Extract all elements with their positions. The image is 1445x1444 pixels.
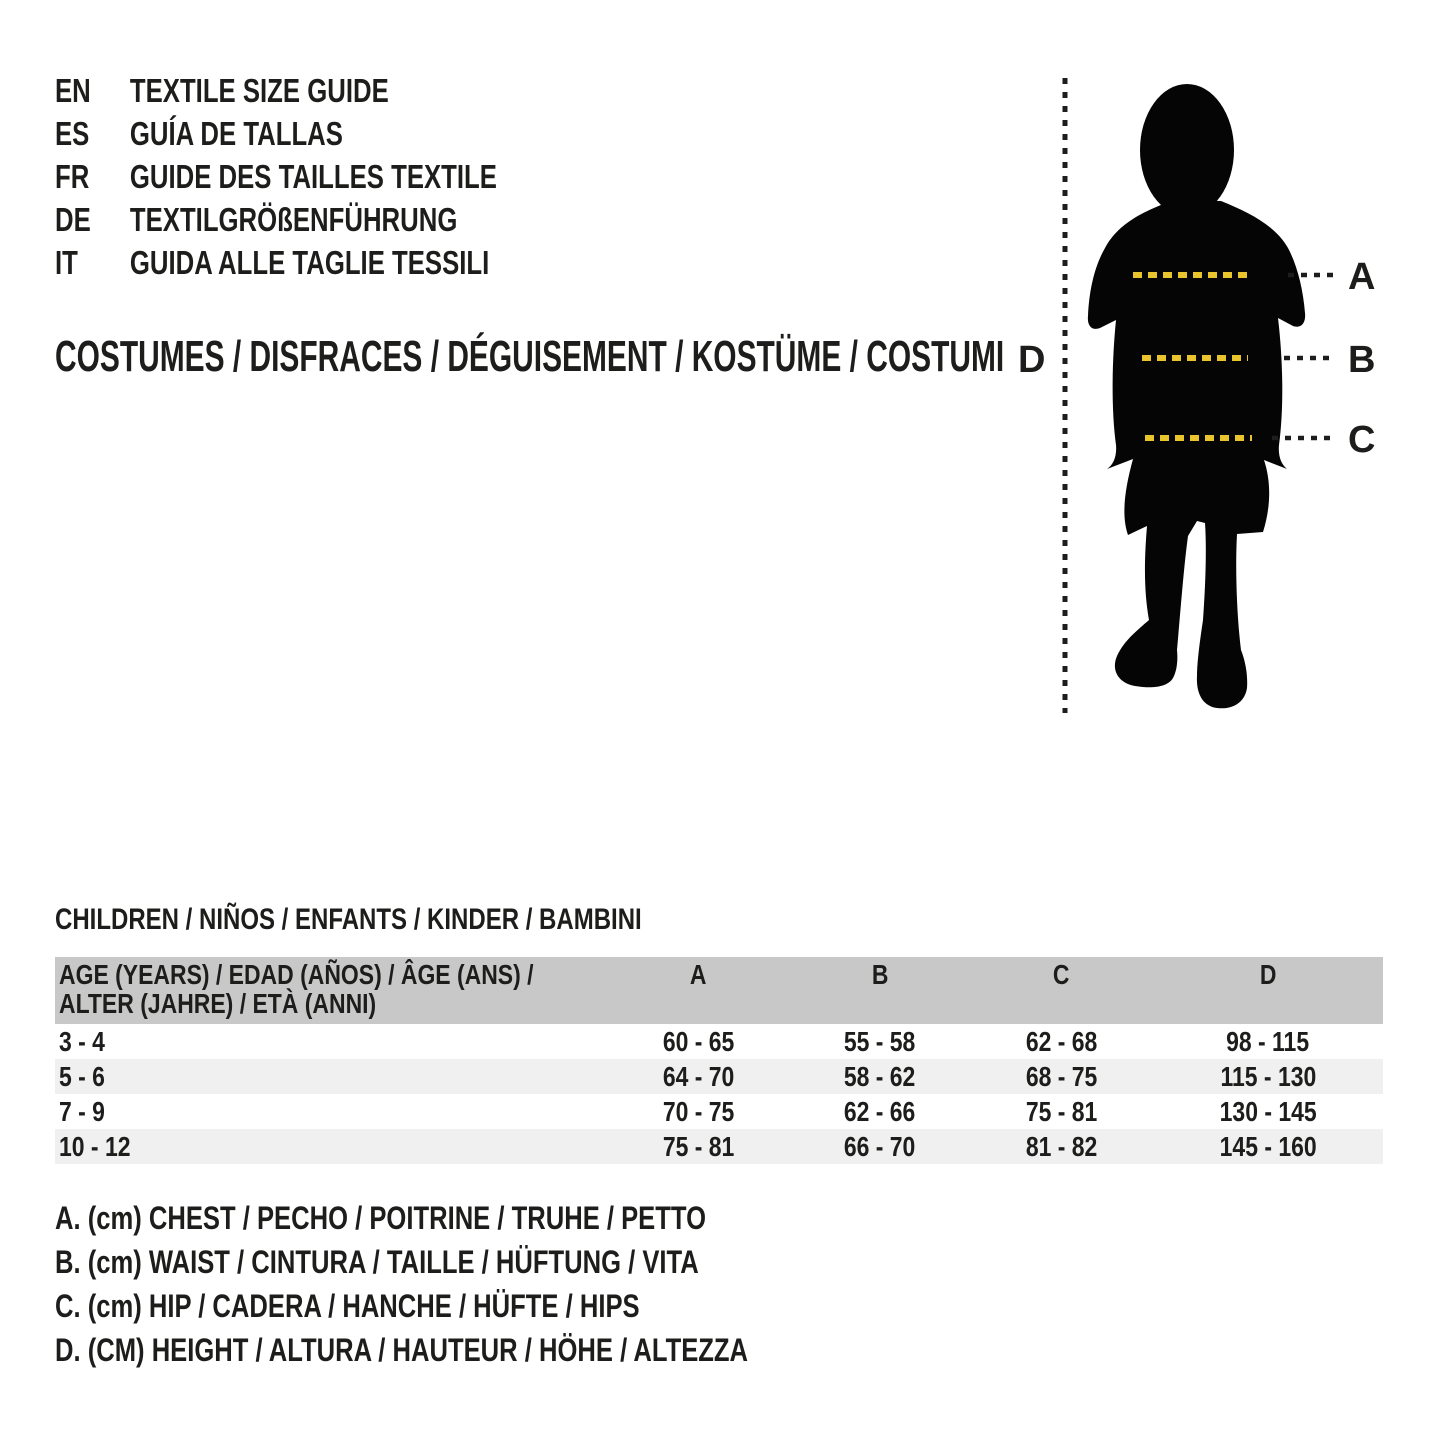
language-code: FR <box>55 158 90 195</box>
language-row-de <box>55 198 497 241</box>
language-row-es <box>55 112 497 155</box>
chest-value: 75 - 81 <box>662 1131 735 1162</box>
table-row-age-5-6 <box>55 1059 1383 1094</box>
age-column-header <box>55 960 607 1018</box>
guide-title-en: TEXTILE SIZE GUIDE <box>129 72 389 109</box>
guide-title-fr: GUIDE DES TAILLES TEXTILE <box>129 158 497 195</box>
figure-label-b: B <box>1348 339 1376 381</box>
column-header-c: C <box>1053 959 1070 990</box>
table-row-age-3-4 <box>55 1024 1383 1059</box>
figure-label-d: D <box>1018 339 1046 381</box>
language-row-en <box>55 69 497 112</box>
waist-value: 55 - 58 <box>844 1026 916 1057</box>
figure-label-a: A <box>1348 256 1376 298</box>
measurement-legend <box>55 1196 748 1372</box>
guide-title-de: TEXTILGRÖßENFÜHRUNG <box>129 201 458 238</box>
language-row-it <box>55 241 497 284</box>
column-header-b: B <box>871 959 889 990</box>
chest-value: 60 - 65 <box>662 1026 735 1057</box>
height-value: 130 - 145 <box>1219 1096 1317 1127</box>
language-code: EN <box>55 72 91 109</box>
age-header-line2: ALTER (JAHRE) / ETÀ (ANNI) <box>59 988 377 1019</box>
table-header-row <box>55 957 1383 1024</box>
hip-value: 75 - 81 <box>1025 1096 1098 1127</box>
height-value: 115 - 130 <box>1220 1061 1316 1092</box>
category-title: COSTUMES / DISFRACES / DÉGUISEMENT / KOSTÜME / COSTUMI <box>55 332 1005 381</box>
measurement-figure <box>1000 60 1400 740</box>
language-row-fr <box>55 155 497 198</box>
height-value: 145 - 160 <box>1219 1131 1317 1162</box>
hip-value: 81 - 82 <box>1025 1131 1098 1162</box>
age-cell: 10 - 12 <box>59 1131 131 1162</box>
hip-value: 62 - 68 <box>1025 1026 1098 1057</box>
waist-value: 62 - 66 <box>844 1096 916 1127</box>
waist-value: 58 - 62 <box>844 1061 916 1092</box>
legend-item-waist: B. (cm) WAIST / CINTURA / TAILLE / HÜFTUNG / VITA <box>55 1244 699 1280</box>
table-row-age-10-12 <box>55 1129 1383 1164</box>
language-code: IT <box>55 244 78 281</box>
guide-title-es: GUÍA DE TALLAS <box>129 115 343 152</box>
figure-label-c: C <box>1348 419 1376 461</box>
legend-item-chest: A. (cm) CHEST / PECHO / POITRINE / TRUHE / PETTO <box>55 1200 706 1236</box>
column-header-a: A <box>690 959 707 990</box>
legend-item-height: D. (CM) HEIGHT / ALTURA / HAUTEUR / HÖHE / ALTEZZA <box>55 1332 749 1368</box>
chest-value: 64 - 70 <box>662 1061 735 1092</box>
child-silhouette-head <box>1140 84 1234 216</box>
age-cell: 7 - 9 <box>59 1096 105 1127</box>
age-cell: 3 - 4 <box>59 1026 105 1057</box>
waist-value: 66 - 70 <box>844 1131 916 1162</box>
legend-item-hip: C. (cm) HIP / CADERA / HANCHE / HÜFTE / HIPS <box>55 1288 640 1324</box>
language-code: ES <box>55 115 90 152</box>
language-code: DE <box>55 201 91 238</box>
size-table <box>55 957 1383 1164</box>
table-row-age-7-9 <box>55 1094 1383 1129</box>
height-value: 98 - 115 <box>1226 1026 1310 1057</box>
age-header-line1: AGE (YEARS) / EDAD (AÑOS) / ÂGE (ANS) / <box>59 959 534 990</box>
hip-value: 68 - 75 <box>1025 1061 1098 1092</box>
table-section-title: CHILDREN / NIÑOS / ENFANTS / KINDER / BAMBINI <box>55 903 642 936</box>
language-title-list <box>55 69 497 284</box>
chest-value: 70 - 75 <box>662 1096 735 1127</box>
guide-title-it: GUIDA ALLE TAGLIE TESSILI <box>129 244 490 281</box>
child-silhouette-diagram <box>1000 60 1400 740</box>
age-cell: 5 - 6 <box>59 1061 105 1092</box>
column-header-d: D <box>1259 959 1277 990</box>
